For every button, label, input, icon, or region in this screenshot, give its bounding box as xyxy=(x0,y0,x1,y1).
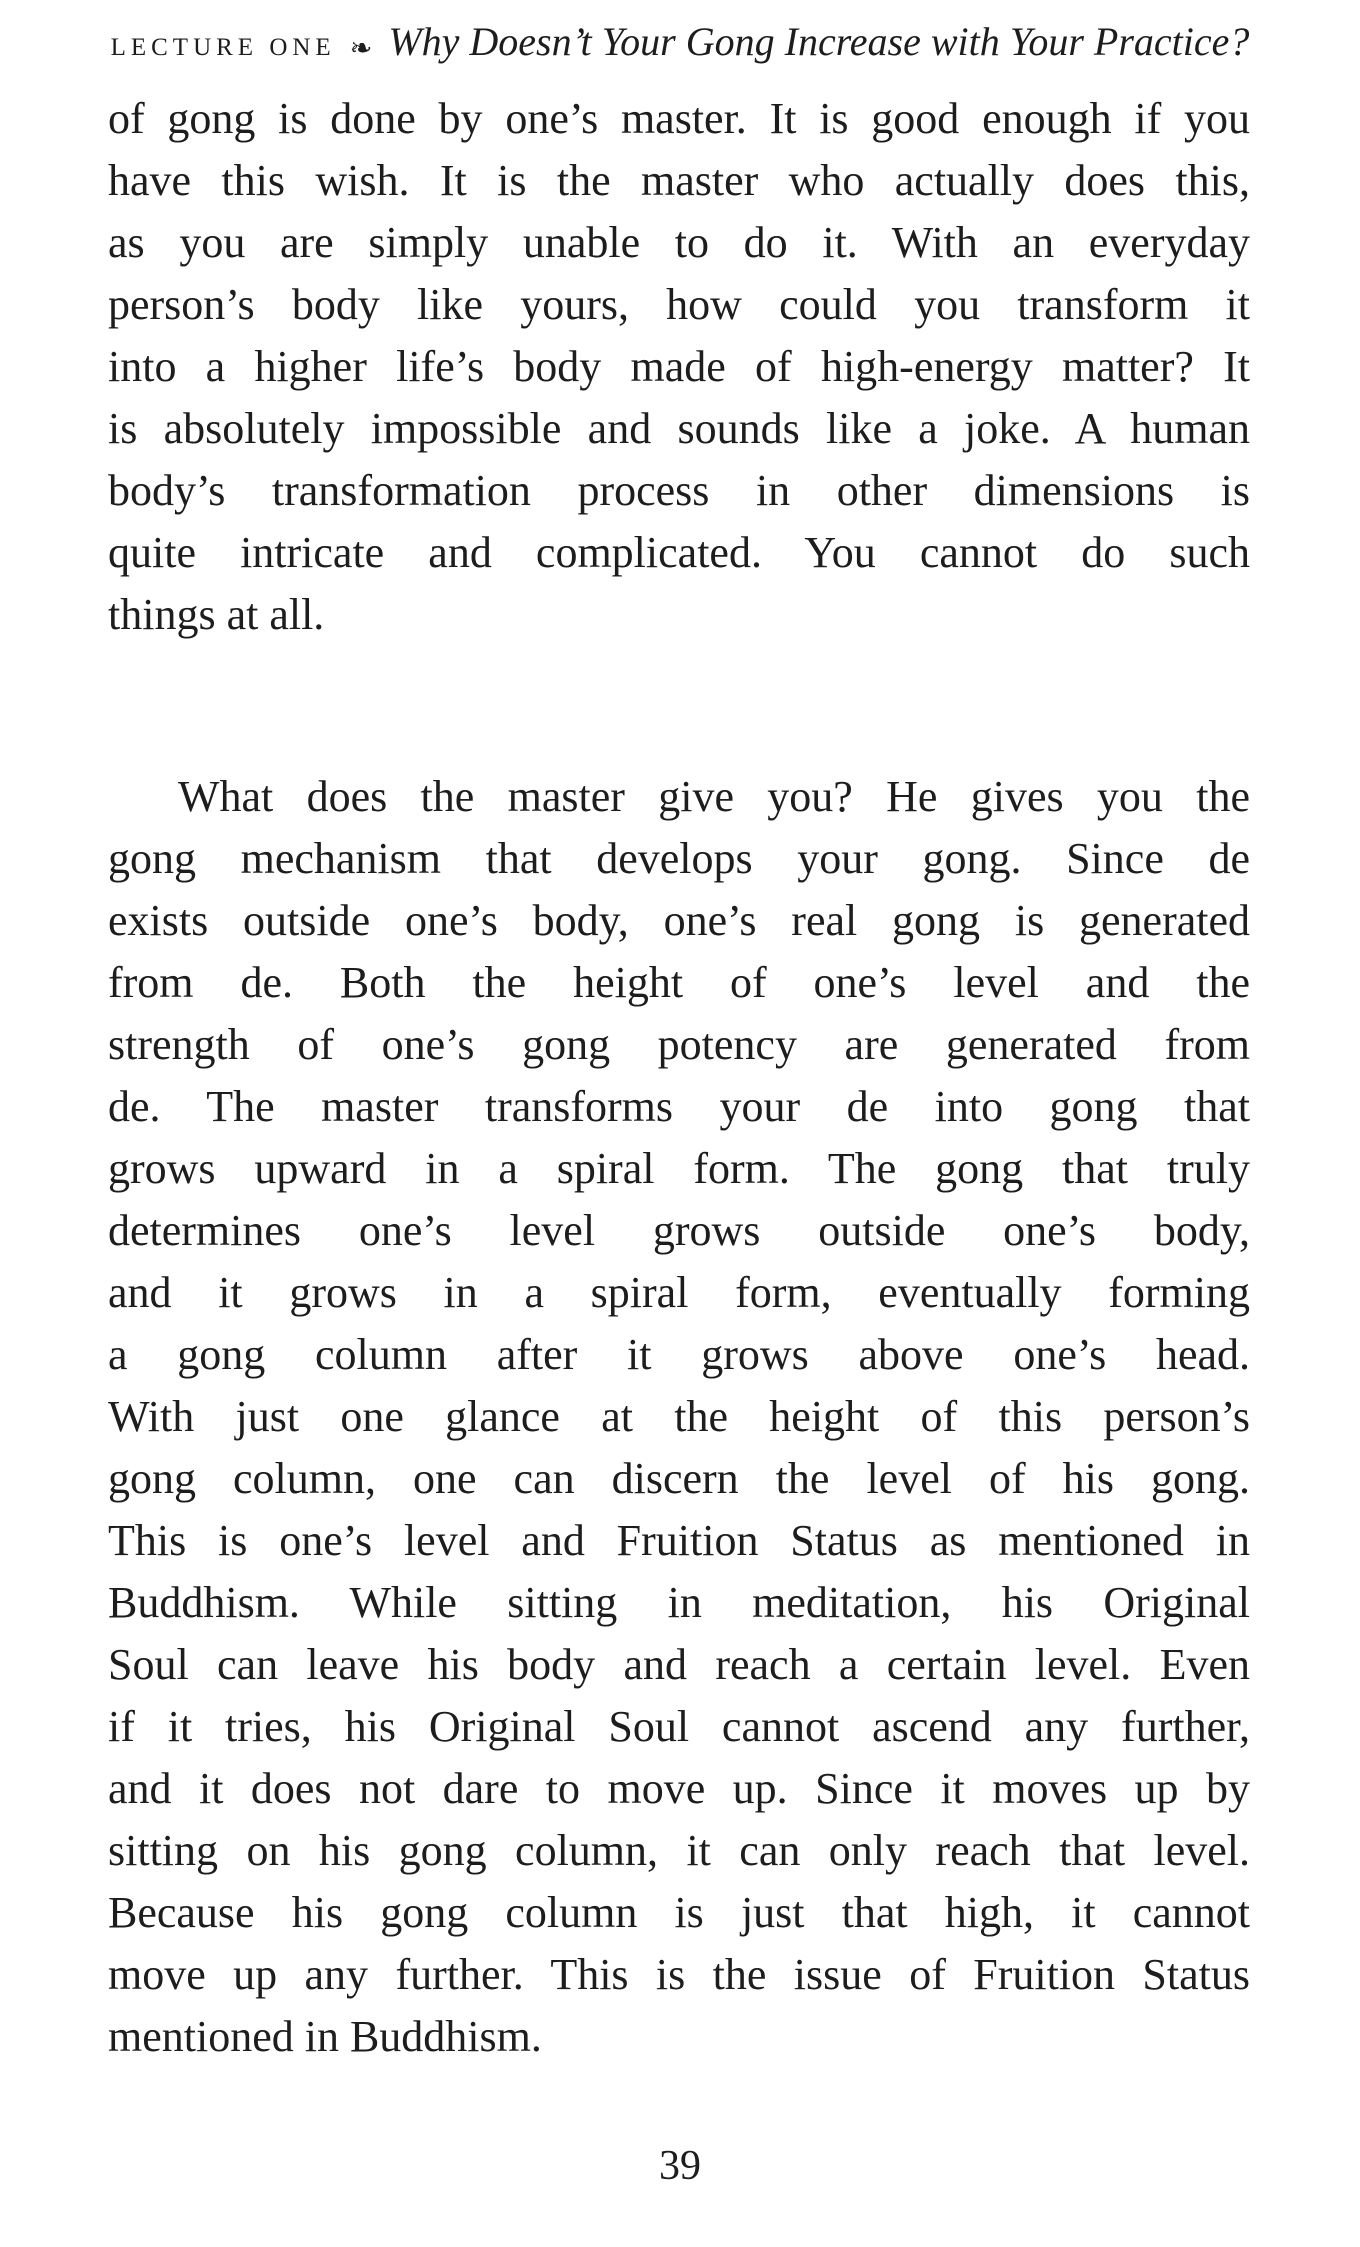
text-line: of gong is done by one’s master. It is good enough if you xyxy=(108,94,1250,143)
text-line: from de. Both the height of one’s level and the xyxy=(108,958,1250,1007)
text-line: gong mechanism that develops your gong. Since de xyxy=(108,834,1250,883)
text-line: quite intricate and complicated. You cannot do such xyxy=(108,528,1250,577)
text-line: as you are simply unable to do it. With an everyday xyxy=(108,218,1250,267)
text-line: things at all. xyxy=(108,590,325,639)
text-line: strength of one’s gong potency are generated from xyxy=(108,1020,1250,1069)
text-line: and it grows in a spiral form, eventually forming xyxy=(108,1268,1250,1317)
body-text xyxy=(108,88,1250,2068)
text-line: body’s transformation process in other dimensions is xyxy=(108,466,1250,515)
text-line: is absolutely impossible and sounds like a joke. A human xyxy=(108,404,1250,453)
text-line: grows upward in a spiral form. The gong that truly xyxy=(108,1144,1250,1193)
running-header xyxy=(0,18,1360,65)
text-line: a gong column after it grows above one’s head. xyxy=(108,1330,1250,1379)
text-line: mentioned in Buddhism. xyxy=(108,2012,542,2061)
text-line: Because his gong column is just that high, it cannot xyxy=(108,1888,1250,1937)
text-line: into a higher life’s body made of high-energy matter? It xyxy=(108,342,1250,391)
chapter-label: LECTURE ONE xyxy=(110,34,336,61)
text-line: With just one glance at the height of this person’s xyxy=(108,1392,1250,1441)
text-line: What does the master give you? He gives you the xyxy=(178,772,1250,821)
text-line: exists outside one’s body, one’s real gong is generated xyxy=(108,896,1250,945)
text-line: Soul can leave his body and reach a certain level. Even xyxy=(108,1640,1250,1689)
text-line: determines one’s level grows outside one’s body, xyxy=(108,1206,1250,1255)
text-line: Buddhism. While sitting in meditation, his Original xyxy=(108,1578,1250,1627)
paragraph-1 xyxy=(108,88,1250,646)
text-line: sitting on his gong column, it can only reach that level. xyxy=(108,1826,1250,1875)
text-line: have this wish. It is the master who actually does this, xyxy=(108,156,1250,205)
paragraph-2 xyxy=(108,766,1250,2068)
text-line: de. The master transforms your de into gong that xyxy=(108,1082,1250,1131)
text-line: move up any further. This is the issue of Fruition Status xyxy=(108,1950,1250,1999)
text-line: and it does not dare to move up. Since it moves up by xyxy=(108,1764,1250,1813)
text-line: This is one’s level and Fruition Status as mentioned in xyxy=(108,1516,1250,1565)
text-line: person’s body like yours, how could you transform it xyxy=(108,280,1250,329)
text-line: if it tries, his Original Soul cannot ascend any further, xyxy=(108,1702,1250,1751)
fleuron-icon: ❧ xyxy=(349,33,373,64)
page-number: 39 xyxy=(659,2143,701,2189)
chapter-title: Why Doesn’t Your Gong Increase with Your Practice? xyxy=(388,19,1250,64)
text-line: gong column, one can discern the level of his gong. xyxy=(108,1454,1250,1503)
